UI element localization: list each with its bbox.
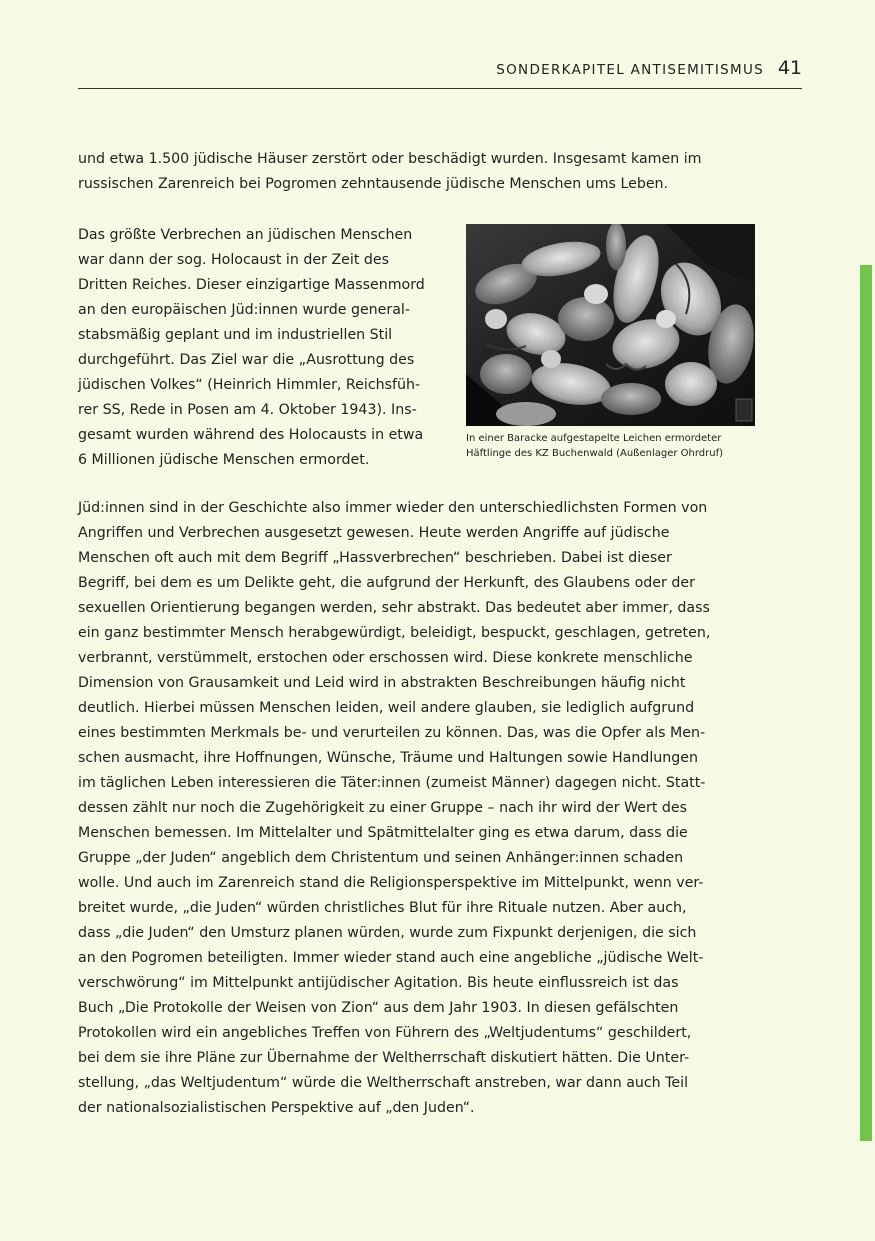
text-line: Dimension von Grausamkeit und Leid wird in abstrakten Beschreibungen häufig nicht: [78, 675, 686, 691]
paragraph-holocaust: [78, 223, 451, 473]
text-line: Jüd:innen sind in der Geschichte also immer wieder den unterschiedlichsten Formen von: [78, 500, 708, 516]
text-line: an den Pogromen beteiligten. Immer wieder stand auch eine angebliche „jüdische Welt-: [78, 950, 704, 966]
text-line: rer SS, Rede in Posen am 4. Oktober 1943). Ins-: [78, 402, 417, 418]
paragraph-hate-crimes: [78, 496, 755, 1121]
text-line: verschwörung“ im Mittelpunkt antijüdischer Agitation. Bis heute einflussreich ist das: [78, 975, 679, 991]
page-number: 41: [777, 57, 802, 79]
text-line: ein ganz bestimmter Mensch herabgewürdigt, beleidigt, bespuckt, geschlagen, getreten,: [78, 625, 711, 641]
text-line: gesamt wurden während des Holocausts in etwa: [78, 427, 424, 443]
text-line: durchgeführt. Das Ziel war die „Ausrottung des: [78, 352, 415, 368]
text-line: Angriffen und Verbrechen ausgesetzt gewesen. Heute werden Angriffe auf jüdische: [78, 525, 670, 541]
text-line: eines bestimmten Merkmals be- und verurteilen zu können. Das, was die Opfer als Men-: [78, 725, 706, 741]
text-line: breitet wurde, „die Juden“ würden christliches Blut für ihre Rituale nutzen. Aber auch,: [78, 900, 687, 916]
text-line: Dritten Reiches. Dieser einzigartige Massenmord: [78, 277, 425, 293]
text-line: 6 Millionen jüdische Menschen ermordet.: [78, 452, 370, 468]
text-line: dessen zählt nur noch die Zugehörigkeit zu einer Gruppe – nach ihr wird der Wert des: [78, 800, 688, 816]
caption-line: Häftlinge des KZ Buchenwald (Außenlager Ohrdruf): [466, 448, 724, 459]
paragraph-intro: [78, 147, 755, 197]
text-line: Protokollen wird ein angebliches Treffen von Führern des „Weltjudentums“ geschildert,: [78, 1025, 692, 1041]
historical-photograph: [466, 224, 755, 426]
text-line: an den europäischen Jüd:innen wurde general-: [78, 302, 410, 318]
photo-caption: [466, 431, 766, 461]
text-line: jüdischen Volkes“ (Heinrich Himmler, Reichsfüh-: [78, 377, 421, 393]
text-line: Menschen bemessen. Im Mittelalter und Spätmittelalter ging es etwa darum, dass die: [78, 825, 688, 841]
text-line: stabsmäßig geplant und im industriellen Stil: [78, 327, 393, 343]
text-line: wolle. Und auch im Zarenreich stand die Religionsperspektive im Mittelpunkt, wenn ver-: [78, 875, 704, 891]
text-line: schen ausmacht, ihre Hoffnungen, Wünsche, Träume und Haltungen sowie Handlungen: [78, 750, 698, 766]
text-line: deutlich. Hierbei müssen Menschen leiden, weil andere glauben, sie lediglich aufgrund: [78, 700, 695, 716]
text-line: stellung, „das Weltjudentum“ würde die Weltherrschaft anstreben, war dann auch Teil: [78, 1075, 689, 1091]
text-line: Gruppe „der Juden“ angeblich dem Christentum und seinen Anhänger:innen schaden: [78, 850, 684, 866]
text-line: war dann der sog. Holocaust in der Zeit des: [78, 252, 390, 268]
text-line: verbrannt, verstümmelt, erstochen oder erschossen wird. Diese konkrete menschliche: [78, 650, 693, 666]
text-line: russischen Zarenreich bei Pogromen zehntausende jüdische Menschen ums Leben.: [78, 176, 669, 192]
text-line: der nationalsozialistischen Perspektive auf „den Juden“.: [78, 1100, 475, 1116]
text-line: im täglichen Leben interessieren die Täter:innen (zumeist Männer) dagegen nicht. Statt-: [78, 775, 706, 791]
text-line: bei dem sie ihre Pläne zur Übernahme der Weltherrschaft diskutiert hätten. Die Unter-: [78, 1050, 690, 1066]
text-line: dass „die Juden“ den Umsturz planen würden, wurde zum Fixpunkt derjenigen, die sich: [78, 925, 697, 941]
chapter-accent-bar: [860, 265, 872, 1141]
text-line: sexuellen Orientierung begangen werden, sehr abstrakt. Das bedeutet aber immer, dass: [78, 600, 710, 616]
text-line: Das größte Verbrechen an jüdischen Menschen: [78, 227, 413, 243]
chapter-title: SONDERKAPITEL ANTISEMITISMUS: [496, 62, 764, 78]
caption-line: In einer Baracke aufgestapelte Leichen ermordeter: [466, 433, 722, 444]
text-line: Menschen oft auch mit dem Begriff „Hassverbrechen“ beschrieben. Dabei ist dieser: [78, 550, 672, 566]
running-header: [78, 56, 802, 89]
text-line: und etwa 1.500 jüdische Häuser zerstört oder beschädigt wurden. Insgesamt kamen im: [78, 151, 702, 167]
text-line: Begriff, bei dem es um Delikte geht, die aufgrund der Herkunft, des Glaubens oder der: [78, 575, 695, 591]
text-line: Buch „Die Protokolle der Weisen von Zion“ aus dem Jahr 1903. In diesen gefälschten: [78, 1000, 679, 1016]
